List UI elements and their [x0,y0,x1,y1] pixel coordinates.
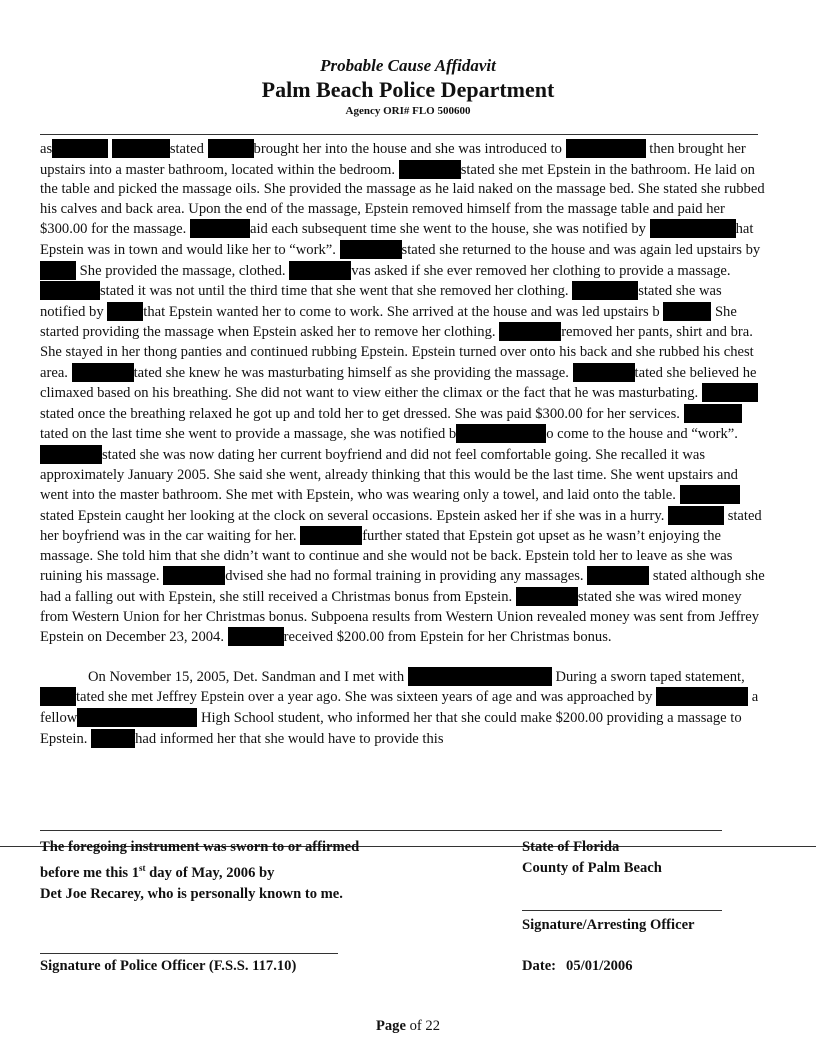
text-segment: High School student, who informed her that she could make $200.00 providing a massage to Epstein. [40,710,742,747]
county-label: County of Palm Beach [522,860,662,876]
page-label: Page [375,1018,406,1034]
redaction-block [208,139,254,158]
text-segment: aid each subsequent time she went to the house, she was notified by [249,221,646,238]
redaction-block [91,729,135,748]
header-divider [40,134,758,135]
page-footer [0,1018,816,1035]
redaction-block [566,139,646,158]
redaction-block [456,424,546,443]
sworn-line-2: before me this 1st day of May, 2006 by [40,863,275,881]
page-count: of 22 [409,1018,441,1034]
agency-ori: Agency ORI# FLO 500600 [345,105,471,117]
jurisdiction-block [522,837,782,879]
date-label: Date: [522,958,557,974]
text-segment: dvised she had no formal training in providing any massages. [225,568,584,585]
redaction-block [516,587,578,606]
text-segment: She started providing the massage when Epstein asked her to remove her clothing. [40,303,737,341]
text-segment: further stated that Epstein got upset as he wasn’t enjoying the massage. She told him that she didn’t want to continue and she would not be back. Epstein told her to leave as she was ruining his massage. [40,528,733,585]
redaction-block [40,445,102,464]
redaction-block [408,667,552,686]
redaction-block [399,160,461,179]
text-segment: stated [169,141,204,157]
text-segment: stated she was wired money from Western Union for her Christmas bonus. Subpoena results from Western Union revealed money was sent from Jeffrey Epstein on December 23, 2004. [40,589,760,646]
redaction-block [684,404,742,423]
text-segment: stated she was now dating her current boyfriend and did not feel comfortable going. She recalled it was approximately January 2005. She said she went, already thinking that this would be the last time. She went upstairs and went into the master bathroom. She met with Epstein, who was wearing only a towel, and laid onto the table. [40,446,738,504]
text-segment: stated she was notified by [40,283,722,320]
arresting-signature-line [522,910,722,911]
affidavit-body [40,139,766,749]
sworn-line-1: The foregoing instrument was sworn to or affirmed [40,839,360,855]
text-segment: stated she met Epstein in the bathroom. He laid on the table and picked the massage oils. She provided the massage as he laid naked on the massage bed. She stated she rubbed his calves and back area. Upon the end of the massage, Epstein removed himself from the massage table and paid her $300.00 for the massage. [40,161,765,238]
affidavit-subtitle: Probable Cause Affidavit [320,56,496,75]
text-segment: She provided the massage, clothed. [79,262,286,279]
redaction-block [680,485,740,504]
redaction-block [668,506,724,525]
redaction-block [72,363,134,382]
text-segment: a fellow [40,689,759,727]
redaction-block [40,281,100,300]
text-segment: then brought her upstairs into a master bathroom, located within the bedroom. [40,141,746,178]
text-segment: vas asked if she ever removed her clothing to provide a massage. [351,262,731,279]
redaction-block [107,302,143,321]
redaction-block [340,240,402,259]
signature-top-rule [40,830,722,831]
date-row [522,958,633,975]
text-segment: o come to the house and “work”. [546,426,738,443]
redaction-block [300,526,362,545]
sworn-line-3: Det Joe Recarey, who is personally known to me. [40,885,343,902]
ordinal-suffix: st [139,863,146,873]
redaction-block [573,363,635,382]
text-segment: tated she believed he climaxed based on his breathing. She did not want to view either the climax or the fact that he was masturbating. [40,364,757,402]
text-segment: hat Epstein was in town and would like her to “work”. [40,221,754,258]
state-label: State of Florida [522,839,620,855]
text-segment: received $200.00 from Epstein for her Christmas bonus. [283,629,612,646]
redaction-block [163,566,225,585]
text-segment: tated she knew he was masturbating himself as she providing the massage. [133,364,569,381]
body-paragraph-1 [40,139,766,648]
text-segment: brought her into the house and she was introduced to [253,141,562,157]
text-segment: On November 15, 2005, Det. Sandman and I met with [88,668,405,685]
redaction-block [40,687,76,706]
body-paragraph-2 [40,667,766,749]
date-value: 05/01/2006 [566,958,633,974]
redaction-block [190,219,250,238]
redaction-block [40,261,76,280]
text-segment: had informed her that she would have to provide this [135,730,444,747]
redaction-block [52,139,108,158]
text-segment: stated once the breathing relaxed he got up and told her to get dressed. She was paid $300.00 for her services. [40,405,680,422]
document-header [0,56,816,118]
redaction-block [499,322,561,341]
redaction-block [650,219,736,238]
text-segment: stated it was not until the third time that she went that she removed her clothing. [100,283,569,300]
text-segment: as [40,141,53,157]
sworn-statement [40,837,460,905]
text-segment: tated on the last time she went to provide a massage, she was notified b [40,426,457,443]
text-segment: tated she met Jeffrey Epstein over a year ago. She was sixteen years of age and was approached by [76,689,653,706]
redaction-block [572,281,638,300]
redaction-block [112,139,170,158]
text-segment: stated although she had a falling out with Epstein, she still received a Christmas bonus from Epstein. [40,568,765,606]
police-officer-label: Signature of Police Officer (F.S.S. 117.10) [40,958,297,974]
redaction-block [656,687,748,706]
text-segment: removed her pants, shirt and bra. She stayed in her thong panties and continued rubbing Epstein. Epstein turned over onto his back and she rubbed his chest area. [40,324,754,381]
redaction-block [702,383,758,402]
text-segment: stated she returned to the house and was again led upstairs by [401,241,761,258]
redaction-block [289,261,351,280]
department-title: Palm Beach Police Department [261,77,555,102]
redaction-block [228,627,284,646]
arresting-officer-label: Signature/Arresting Officer [522,917,695,933]
text-segment: During a sworn taped statement, [555,668,745,685]
redaction-block [663,302,711,321]
redaction-block [587,566,649,585]
text-segment: stated Epstein caught her looking at the clock on several occasions. Epstein asked her if she was in a hurry. [40,507,665,524]
officer-signature-line [40,953,338,954]
redaction-block [77,708,197,727]
text-segment: that Epstein wanted her to come to work. She arrived at the house and was led upstairs b [143,303,660,320]
text-segment: stated her boyfriend was in the car waiting for her. [40,507,762,545]
